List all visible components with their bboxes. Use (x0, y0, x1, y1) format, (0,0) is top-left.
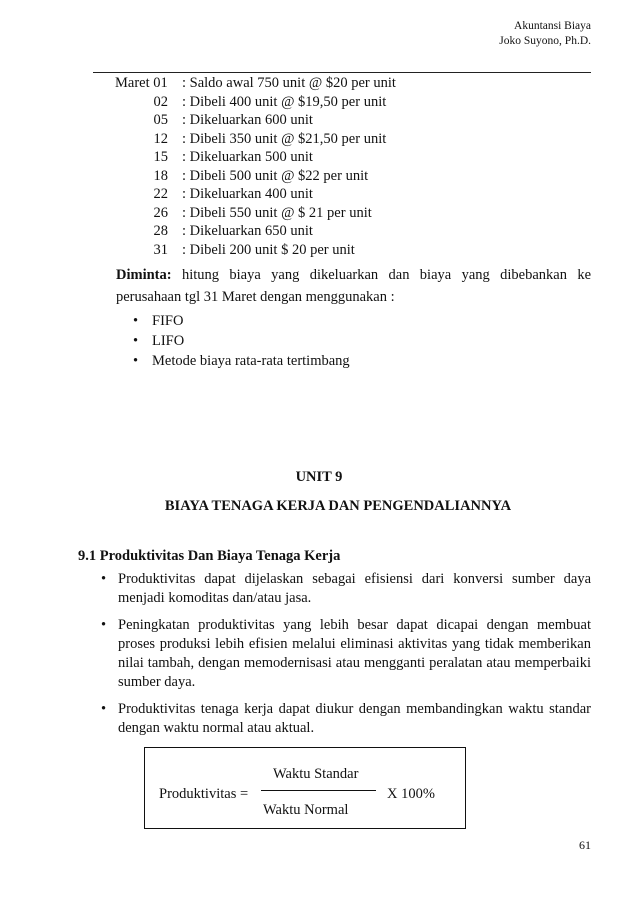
transaction-desc: : Dibeli 350 unit @ $21,50 per unit (182, 130, 387, 147)
bullet-icon: • (101, 571, 107, 587)
section-bullet-list (101, 570, 591, 746)
requirement-text-1: hitung biaya yang dikeluarkan dan biaya yang dibebankan ke (181, 267, 592, 283)
transaction-date: 22 (153, 186, 168, 202)
bullet-text: Produktivitas dapat dijelaskan sebagai efisiensi dari konversi sumber daya menjadi komoditas dan/atau jasa. (118, 571, 591, 606)
transaction-row (93, 222, 396, 241)
method-label: LIFO (152, 333, 185, 349)
transaction-desc: : Dibeli 550 unit @ $ 21 per unit (182, 204, 372, 221)
transaction-date: Maret 01 (115, 75, 168, 91)
transaction-desc: : Dibeli 500 unit @ $22 per unit (182, 167, 369, 184)
requirement-line-1 (116, 264, 591, 286)
method-label: Metode biaya rata-rata tertimbang (152, 353, 350, 369)
requirement-label: Diminta: (116, 267, 172, 283)
section-heading: 9.1 Produktivitas Dan Biaya Tenaga Kerja (78, 548, 341, 564)
transaction-row (93, 241, 396, 260)
transaction-date: 26 (153, 204, 168, 221)
fraction-line (261, 790, 376, 791)
list-item (130, 331, 350, 351)
list-item (101, 700, 591, 738)
bullet-icon: • (101, 617, 107, 633)
transaction-desc: : Dikeluarkan 400 unit (182, 186, 313, 202)
formula-box (144, 747, 466, 829)
transaction-row (93, 74, 396, 93)
transaction-row (93, 111, 396, 130)
list-item (130, 311, 350, 331)
list-item (101, 616, 591, 692)
requirement-paragraph (116, 264, 591, 308)
bullet-icon: • (133, 313, 139, 329)
transaction-list (93, 74, 396, 259)
unit-title: BIAYA TENAGA KERJA DAN PENGENDALIANNYA (164, 498, 512, 514)
transaction-row (93, 130, 396, 149)
list-item (130, 351, 350, 371)
bullet-text: Produktivitas tenaga kerja dapat diukur dengan membandingkan waktu standar dengan waktu normal atau aktual. (118, 701, 591, 736)
header-author: Joko Suyono, Ph.D. (499, 35, 591, 47)
transaction-desc: : Dibeli 200 unit $ 20 per unit (182, 241, 355, 258)
requirement-text-2: perusahaan tgl 31 Maret dengan menggunakan : (116, 289, 395, 305)
page-number: 61 (579, 838, 591, 852)
method-label: FIFO (152, 313, 184, 329)
transaction-row (93, 93, 396, 112)
transaction-date: 12 (153, 130, 168, 147)
transaction-date: 05 (153, 112, 168, 128)
transaction-date: 02 (153, 93, 168, 110)
transaction-row (93, 204, 396, 223)
header-rule (93, 72, 591, 73)
formula-label: Produktivitas = (159, 786, 249, 802)
bullet-icon: • (133, 333, 139, 349)
formula-numerator: Waktu Standar (273, 766, 359, 782)
bullet-icon: • (133, 353, 139, 369)
transaction-desc: : Dibeli 400 unit @ $19,50 per unit (182, 93, 387, 110)
list-item (101, 570, 591, 608)
transaction-desc: : Saldo awal 750 unit @ $20 per unit (182, 75, 396, 91)
transaction-date: 18 (153, 167, 168, 184)
transaction-row (93, 148, 396, 167)
transaction-date: 28 (153, 223, 168, 239)
method-list (130, 311, 350, 371)
bullet-text: Peningkatan produktivitas yang lebih besar dapat dicapai dengan membuat proses produksi lebih efisien melalui eliminasi aktivitas yang tidak memberikan nilai tambah, dengan memodernisasi atau mengganti peralatan atau memperbaiki sumber daya. (118, 617, 591, 690)
transaction-date: 15 (153, 149, 168, 165)
formula-multiplier: X 100% (387, 786, 435, 802)
transaction-row (93, 185, 396, 204)
bullet-icon: • (101, 701, 107, 717)
transaction-desc: : Dikeluarkan 600 unit (182, 112, 313, 128)
transaction-row (93, 167, 396, 186)
unit-number: UNIT 9 (295, 469, 343, 485)
transaction-date: 31 (153, 241, 168, 258)
running-header (499, 19, 591, 49)
formula-denominator: Waktu Normal (263, 802, 349, 818)
transaction-desc: : Dikeluarkan 500 unit (182, 149, 313, 165)
transaction-desc: : Dikeluarkan 650 unit (182, 223, 313, 239)
header-course-title: Akuntansi Biaya (514, 20, 591, 32)
